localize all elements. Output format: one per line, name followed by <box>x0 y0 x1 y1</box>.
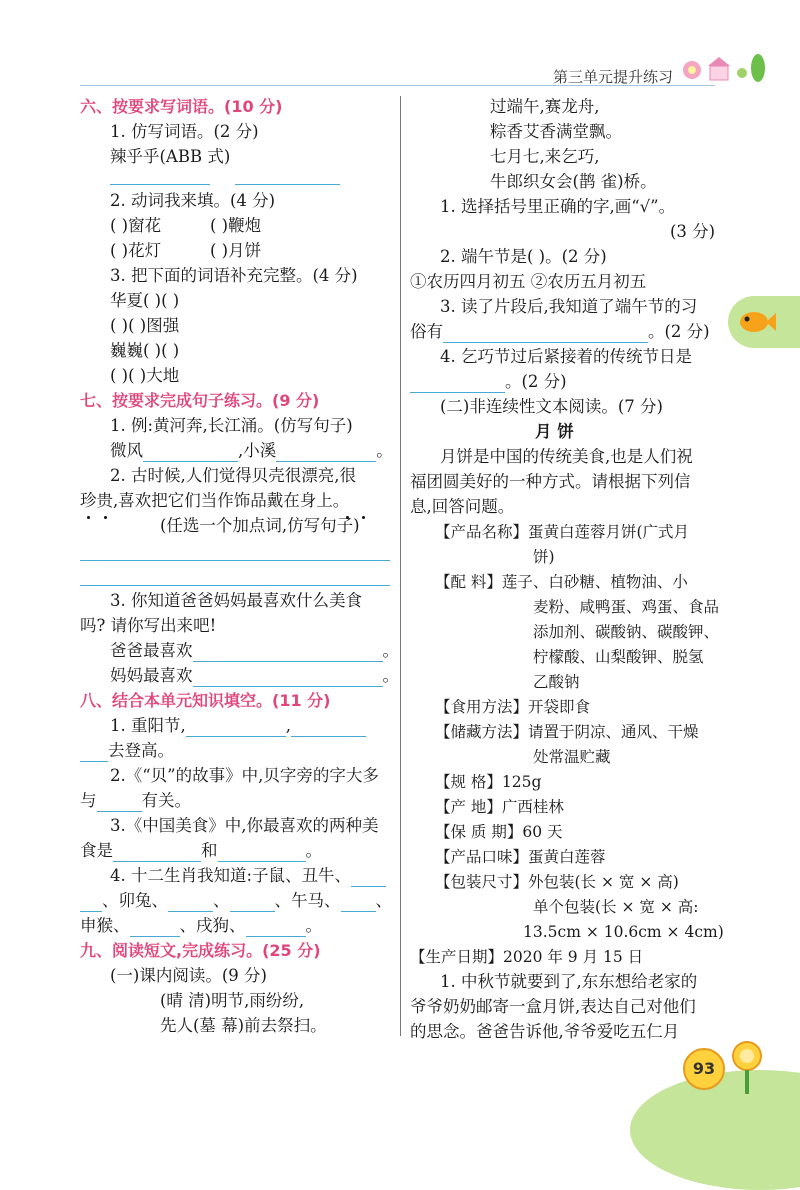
s7-question-2-line-3: (任选一个加点词,仿写句子) <box>160 516 360 535</box>
answer-blank[interactable] <box>186 718 286 737</box>
package-size-line: 单个包装(长 × 宽 × 高: <box>533 898 699 916</box>
answer-blank[interactable] <box>143 443 238 462</box>
reading-question-2-options: ①农历四月初五 ②农历五月初五 <box>410 272 647 291</box>
reading-question-5-line: 1. 中秋节就要到了,东东想给老家的 <box>440 972 698 991</box>
s8-question-4-line-1: 4. 十二生肖我知道:子鼠、丑牛、 <box>110 865 386 887</box>
article-title: 月 饼 <box>535 422 574 441</box>
s6-q3-item: ( )( )图强 <box>110 316 180 335</box>
production-date-line: 【生产日期】2020 年 9 月 15 日 <box>410 948 644 966</box>
s8-question-4-line-2: 、卯兔、 、 、午马、 、 <box>80 890 392 912</box>
column-divider <box>400 96 401 1036</box>
reading-question-4-line-2: 。(2 分) <box>410 371 567 393</box>
package-size-line: 【包装尺寸】外包装(长 × 宽 × 高) <box>435 873 679 891</box>
s8-question-2-line-1: 2.《“贝”的故事》中,贝字旁的字大多 <box>110 766 379 785</box>
page-header-title: 第三单元提升练习 <box>553 68 674 86</box>
poem-line: 过端午,赛龙舟, <box>490 97 600 116</box>
s7-question-2-line-1: 2. 古时候,人们觉得贝壳很漂亮,很 <box>110 466 356 485</box>
s8-question-3-line-2: 食是 和 。 <box>80 841 322 860</box>
taste-line: 【产品口味】蛋黄白莲蓉 <box>435 848 606 866</box>
s7-question-3-line-2: 吗? 请你写出来吧! <box>80 616 217 635</box>
package-size-line: 13.5cm × 10.6cm × 4cm) <box>523 923 724 941</box>
s7-question-3-line-1: 3. 你知道爸爸妈妈最喜欢什么美食 <box>110 591 362 610</box>
section-6-title: 六、按要求写词语。(10 分) <box>80 97 283 116</box>
s8-question-1-line-2: 去登高。 <box>80 740 174 762</box>
reading-question-5-line: 的思念。爸爸告诉他,爷爷爱吃五仁月 <box>410 1022 680 1041</box>
poem-line: (晴 清)明节,雨纷纷, <box>160 991 305 1010</box>
emphasis-dot <box>362 516 365 519</box>
side-tab <box>728 296 800 348</box>
answer-blank[interactable] <box>80 893 102 912</box>
answer-blank[interactable] <box>193 668 383 687</box>
s7-question-1: 1. 例:黄河奔,长江涌。(仿写句子) <box>110 416 353 435</box>
emphasis-dot <box>87 516 90 519</box>
section-8-title: 八、结合本单元知识填空。(11 分) <box>80 691 331 710</box>
answer-blank[interactable] <box>130 918 180 937</box>
poem-line: 七月七,来乞巧, <box>490 147 600 166</box>
spec-line: 【规 格】125g <box>435 773 542 791</box>
answer-blank[interactable] <box>218 843 306 862</box>
ingredients-line: 乙酸钠 <box>533 673 580 691</box>
section-7-title: 七、按要求完成句子练习。(9 分) <box>80 391 320 410</box>
article-intro-line: 福团圆美好的一种方式。请根据下列信 <box>410 472 691 491</box>
poem-line: 牛郎织女会(鹊 雀)桥。 <box>490 172 657 191</box>
answer-blank[interactable] <box>276 443 376 462</box>
s7-question-1-answer: 微风 ,小溪 。 <box>110 441 393 460</box>
section-9-title: 九、阅读短文,完成练习。(25 分) <box>80 941 321 960</box>
usage-line: 【食用方法】开袋即食 <box>435 698 591 716</box>
s6-q3-item: ( )( )大地 <box>110 366 180 385</box>
reading-question-2: 2. 端午节是( )。(2 分) <box>440 247 607 266</box>
origin-line: 【产 地】广西桂林 <box>435 798 564 816</box>
answer-blank[interactable] <box>80 743 108 762</box>
answer-blank[interactable] <box>168 893 213 912</box>
s7-question-3-answer-b: 妈妈最喜欢 。 <box>110 666 399 685</box>
answer-blank[interactable] <box>193 643 383 662</box>
s7-question-3-answer-a: 爸爸最喜欢 。 <box>110 641 399 660</box>
s6-question-2: 2. 动词我来填。(4 分) <box>110 191 276 210</box>
s6-question-1: 1. 仿写词语。(2 分) <box>110 122 259 141</box>
answer-blank[interactable] <box>246 918 306 937</box>
answer-blank[interactable] <box>351 868 386 887</box>
reading-question-3-line-1: 3. 读了片段后,我知道了端午节的习 <box>440 297 698 316</box>
storage-line: 处常温贮藏 <box>533 748 611 766</box>
s6-q2-item: ( )花灯 <box>110 241 162 260</box>
ingredients-line: 添加剂、碳酸钠、碳酸钾、 <box>533 623 720 641</box>
s6-question-1-item: 辣乎乎(ABB 式) <box>110 147 231 166</box>
header-rule <box>80 85 715 86</box>
reading-question-1: 1. 选择括号里正确的字,画“√”。 <box>440 197 676 216</box>
corner-decoration <box>630 1070 800 1190</box>
s7-question-2-line-2: 珍贵,喜欢把它们当作饰品戴在身上。 <box>80 491 350 510</box>
s8-question-3-line-1: 3.《中国美食》中,你最喜欢的两种美 <box>110 816 379 835</box>
page-number: 93 <box>683 1048 725 1090</box>
ingredients-line: 麦粉、咸鸭蛋、鸡蛋、食品 <box>533 598 720 616</box>
emphasis-dot <box>104 516 107 519</box>
answer-blank[interactable] <box>410 374 505 393</box>
flower-icon <box>727 1038 767 1098</box>
answer-blank[interactable] <box>443 324 648 343</box>
reading-question-3-line-2: 俗有 。(2 分) <box>410 322 710 341</box>
reading-question-1-score: (3 分) <box>670 222 716 241</box>
s8-question-4-line-3: 申猴、 、戌狗、 。 <box>80 916 322 935</box>
s6-question-3: 3. 把下面的词语补充完整。(4 分) <box>110 266 358 285</box>
poem-line: 粽香艾香满堂飘。 <box>490 122 622 141</box>
s6-q2-item: ( )窗花 <box>110 216 162 235</box>
storage-line: 【储藏方法】请置于阴凉、通风、干燥 <box>435 723 699 741</box>
answer-blank[interactable] <box>341 893 376 912</box>
product-name-line: 饼) <box>533 548 555 566</box>
poem-line: 先人(墓 幕)前去祭扫。 <box>160 1016 327 1035</box>
answer-blank[interactable] <box>230 893 275 912</box>
answer-blank[interactable] <box>113 843 201 862</box>
ingredients-line: 柠檬酸、山梨酸钾、脱氢 <box>533 648 704 666</box>
answer-blank[interactable] <box>235 184 340 185</box>
reading-question-4-line-1: 4. 乞巧节过后紧接着的传统节日是 <box>440 347 692 366</box>
s8-question-2-line-2: 与 有关。 <box>80 791 191 810</box>
s6-q3-item: 巍巍( )( ) <box>110 341 180 360</box>
reading-question-5-line: 爷爷奶奶邮寄一盒月饼,表达自己对他们 <box>410 997 696 1016</box>
product-name-line: 【产品名称】蛋黄白莲蓉月饼(广式月 <box>435 523 690 541</box>
answer-line[interactable] <box>80 585 390 586</box>
fish-icon <box>736 307 776 337</box>
shelf-life-line: 【保 质 期】60 天 <box>435 823 563 841</box>
ingredients-line: 【配 料】莲子、白砂糖、植物油、小 <box>435 573 688 591</box>
s6-q2-item: ( )鞭炮 <box>210 216 262 235</box>
s6-q3-item: 华夏( )( ) <box>110 291 180 310</box>
s6-q2-item: ( )月饼 <box>210 241 262 260</box>
answer-blank[interactable] <box>291 718 366 737</box>
article-intro-line: 息,回答问题。 <box>410 497 515 516</box>
flower-decoration-icon <box>680 48 770 88</box>
answer-line[interactable] <box>80 560 390 561</box>
answer-blank[interactable] <box>97 793 142 812</box>
s8-question-1-line-1: 1. 重阳节, , <box>110 715 366 737</box>
s9-subsection-2: (二)非连续性文本阅读。(7 分) <box>440 397 663 416</box>
s9-subsection-1: (一)课内阅读。(9 分) <box>110 966 267 985</box>
article-intro-line: 月饼是中国的传统美食,也是人们祝 <box>440 447 693 466</box>
answer-blank[interactable] <box>110 184 210 185</box>
